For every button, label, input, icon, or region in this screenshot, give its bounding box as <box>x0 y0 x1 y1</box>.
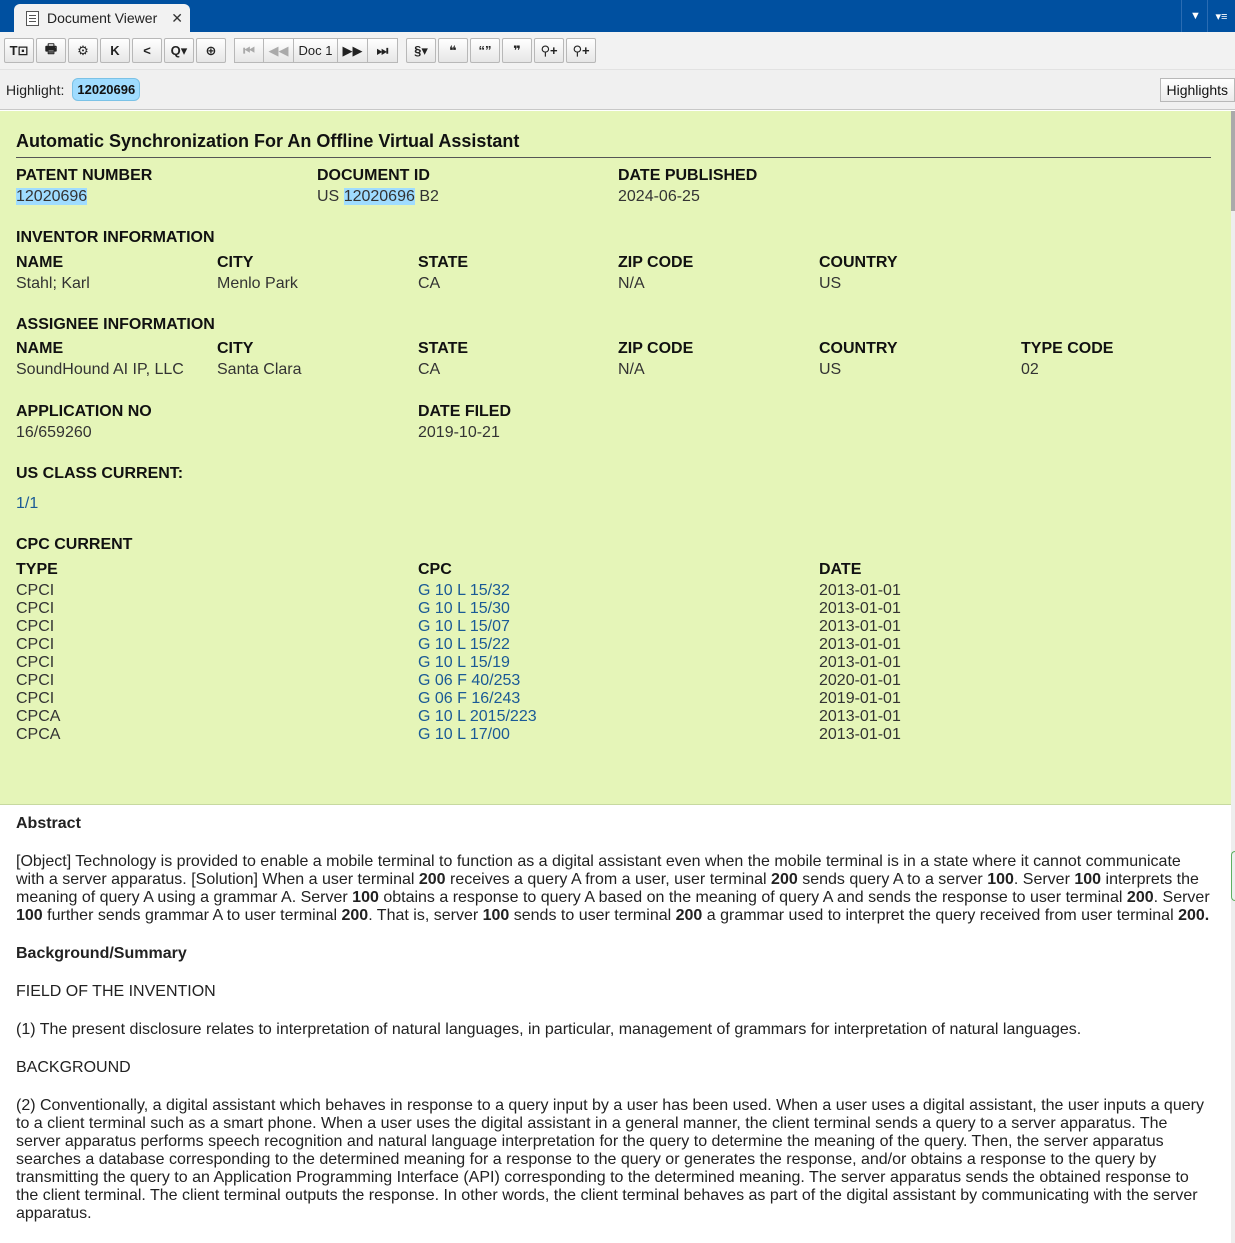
tab-bar <box>0 0 1235 32</box>
cpc-row-type: CPCI <box>16 600 55 617</box>
reference-numeral: 100 <box>482 907 510 924</box>
first-doc-icon[interactable]: ⏮ <box>234 38 264 63</box>
reference-numeral: 200 <box>1126 889 1154 906</box>
tab-document-viewer[interactable] <box>14 4 190 32</box>
cpc-row-code-link[interactable]: G 10 L 15/19 <box>418 654 510 671</box>
reference-numeral: 200. <box>1178 907 1210 924</box>
cpc-code-heading: CPC <box>418 561 452 578</box>
abstract-text <box>16 853 1211 925</box>
scrollbar[interactable] <box>1231 111 1235 1243</box>
reference-numeral: 200 <box>418 871 446 888</box>
assignee-zip-heading: ZIP CODE <box>618 340 694 357</box>
cpc-row-date: 2013-01-01 <box>819 600 901 617</box>
abstract-fragment: . Server <box>1013 871 1075 888</box>
reference-numeral: 200 <box>341 907 369 924</box>
abstract-fragment: sends query A to a server <box>797 871 988 888</box>
cpc-code-column <box>418 582 537 744</box>
abstract-fragment: further sends grammar A to user terminal <box>42 907 342 924</box>
section-dropdown-icon[interactable]: §▾ <box>406 38 436 63</box>
dropdown-icon[interactable]: ▼ <box>1181 0 1209 32</box>
abstract-fragment: interprets the meaning of query A using a grammar A. Server <box>16 871 1199 906</box>
reference-numeral: 100 <box>352 889 379 906</box>
doc-number-label: Doc 1 <box>294 38 338 63</box>
patent-number-highlight: 12020696 <box>16 188 88 205</box>
tab-title: Document Viewer <box>47 10 158 26</box>
reference-numeral: 200 <box>771 871 798 888</box>
toolbar <box>0 32 1235 70</box>
cpc-row-code-link[interactable]: G 10 L 15/32 <box>418 582 510 599</box>
abstract-fragment: . That is, server <box>368 907 483 924</box>
cpc-row-date: 2013-01-01 <box>819 726 901 743</box>
date-filed-value: 2019-10-21 <box>418 424 500 441</box>
open-quote-icon[interactable]: ❝ <box>438 38 468 63</box>
cpc-heading: CPC CURRENT <box>16 536 133 553</box>
cpc-row-code-link[interactable]: G 06 F 16/243 <box>418 690 521 707</box>
date-published-heading: DATE PUBLISHED <box>618 167 758 184</box>
cpc-row-date: 2020-01-01 <box>819 672 901 689</box>
cpc-type-column <box>16 582 60 744</box>
assignee-city-heading: CITY <box>217 340 254 357</box>
document-id-value <box>317 188 439 206</box>
reference-numeral: 200 <box>675 907 703 924</box>
patent-number-value <box>16 188 87 206</box>
doc-navigation <box>234 38 398 63</box>
assignee-zip: N/A <box>618 361 645 378</box>
cpc-row-type: CPCA <box>16 708 61 725</box>
assignee-city: Santa Clara <box>217 361 302 378</box>
assignee-type: 02 <box>1021 361 1039 378</box>
tag-plus-icon[interactable]: ⚲+ <box>566 38 596 63</box>
cpc-row-code-link[interactable]: G 10 L 15/22 <box>418 636 510 653</box>
search-dropdown-icon[interactable]: Q▾ <box>164 38 194 63</box>
assignee-name-heading: NAME <box>16 340 64 357</box>
reference-numeral: 100 <box>16 907 43 924</box>
kwic-icon[interactable]: K <box>100 38 130 63</box>
cpc-row-type: CPCI <box>16 618 55 635</box>
cpc-row-type: CPCI <box>16 690 55 707</box>
assignee-heading: ASSIGNEE INFORMATION <box>16 316 215 333</box>
inventor-name-heading: NAME <box>16 254 64 271</box>
inventor-name: Stahl; Karl <box>16 275 90 292</box>
document-id-heading: DOCUMENT ID <box>317 167 430 184</box>
next-doc-icon[interactable]: ▶▶ <box>338 38 368 63</box>
cpc-date-heading: DATE <box>819 561 862 578</box>
inventor-country: US <box>819 275 842 292</box>
text-view-icon[interactable]: T⊡ <box>4 38 34 63</box>
cpc-row-date: 2013-01-01 <box>819 582 901 599</box>
cpc-type-heading: TYPE <box>16 561 58 578</box>
side-panel-handle[interactable] <box>1231 851 1235 901</box>
highlights-button[interactable]: Highlights <box>1160 78 1235 102</box>
paragraph-2: (2) Conventionally, a digital assistant which behaves in response to a query input by a user has been used. When a user uses a digital assistant, the user inputs a query to a client terminal such as a smart phone. When a user uses the digital assistant in a general manner, the client terminal sends a query to a server apparatus. The server apparatus performs speech recognition and natural language interpretation for the query to determine the meaning of the query. Then, the server apparatus searches a database corresponding to the determined meaning for a response to the query or generates the response, and/or obtains a response to the query by transmitting the query to an Application Programming Interface (API) corresponding to the determined meaning. The server apparatus sends the obtained response to the client terminal. The client terminal outputs the response. In other words, the client terminal behaves as part of the digital assistant by communicating with the server apparatus. <box>16 1097 1204 1222</box>
document-id-prefix: US <box>317 188 340 205</box>
inventor-country-heading: COUNTRY <box>819 254 898 271</box>
print-icon[interactable]: 🖶 <box>36 38 66 63</box>
cpc-row-date: 2013-01-01 <box>819 636 901 653</box>
assignee-state: CA <box>418 361 441 378</box>
cpc-row-type: CPCI <box>16 654 55 671</box>
abstract-fragment: [Object] Technology is provided to enable a mobile terminal to function as a digital assistant even when the mobile terminal is in a state where it cannot communicate with a server apparatus. [Solution] When a user terminal <box>16 853 1181 888</box>
assignee-country: US <box>819 361 842 378</box>
inventor-zip: N/A <box>618 275 645 292</box>
reference-numeral: 100 <box>987 871 1014 888</box>
cpc-row-date: 2013-01-01 <box>819 708 901 725</box>
reference-numeral: 100 <box>1074 871 1102 888</box>
date-filed-heading: DATE FILED <box>418 403 512 420</box>
cpc-row-date: 2013-01-01 <box>819 618 901 635</box>
abstract-fragment: a grammar used to interpret the query received from user terminal <box>702 907 1179 924</box>
application-no-heading: APPLICATION NO <box>16 403 152 420</box>
close-quote-icon[interactable]: ❞ <box>502 38 532 63</box>
inventor-city: Menlo Park <box>217 275 298 292</box>
highlight-label: Highlight: <box>6 81 65 98</box>
date-published-value: 2024-06-25 <box>618 188 700 205</box>
abstract-fragment: obtains a response to query A based on the meaning of query A and sends the response to user terminal <box>378 889 1127 906</box>
close-icon[interactable]: ✕ <box>171 9 183 26</box>
us-class-link[interactable]: 1/1 <box>16 495 39 512</box>
us-class-heading: US CLASS CURRENT: <box>16 465 184 482</box>
prev-doc-icon[interactable]: ◀◀ <box>264 38 294 63</box>
inventor-zip-heading: ZIP CODE <box>618 254 694 271</box>
menu-list-icon[interactable]: ▾≡ <box>1207 0 1235 32</box>
field-heading: FIELD OF THE INVENTION <box>16 983 216 1000</box>
abstract-fragment: . Server <box>1153 889 1210 906</box>
inventor-heading: INVENTOR INFORMATION <box>16 229 215 246</box>
document-title: Automatic Synchronization For An Offline Virtual Assistant <box>16 131 520 151</box>
title-divider <box>16 157 1211 158</box>
abstract-fragment: receives a query A from a user, user terminal <box>445 871 772 888</box>
add-tag-icon[interactable]: ⚲+ <box>534 38 564 63</box>
cpc-row-type: CPCI <box>16 672 55 689</box>
document-id-suffix: B2 <box>419 188 439 205</box>
cpc-date-column <box>819 582 901 744</box>
cpc-row-date: 2013-01-01 <box>819 654 901 671</box>
abstract-fragment: sends to user terminal <box>509 907 676 924</box>
assignee-name: SoundHound AI IP, LLC <box>16 361 184 378</box>
cpc-row-code-link[interactable]: G 06 F 40/253 <box>418 672 521 689</box>
paragraph-1: (1) The present disclosure relates to interpretation of natural languages, in particular, management of grammars for interpretation of natural languages. <box>16 1021 1082 1038</box>
cpc-row-type: CPCI <box>16 582 55 599</box>
document-metadata <box>0 111 1231 805</box>
patent-number-heading: PATENT NUMBER <box>16 167 153 184</box>
last-doc-icon[interactable]: ⏭ <box>368 38 398 63</box>
inventor-city-heading: CITY <box>217 254 254 271</box>
inventor-state-heading: STATE <box>418 254 469 271</box>
cpc-row-code-link[interactable]: G 10 L 15/30 <box>418 600 510 617</box>
background-heading: BACKGROUND <box>16 1059 131 1076</box>
cpc-row-date: 2019-01-01 <box>819 690 901 707</box>
abstract-heading: Abstract <box>16 815 81 832</box>
cpc-row-code-link[interactable]: G 10 L 15/07 <box>418 618 510 635</box>
gear-icon[interactable]: ⚙ <box>68 38 98 63</box>
assignee-country-heading: COUNTRY <box>819 340 898 357</box>
scrollbar-thumb[interactable] <box>1231 111 1235 211</box>
inventor-state: CA <box>418 275 441 292</box>
document-icon <box>26 11 39 26</box>
cpc-row-type: CPCI <box>16 636 55 653</box>
document-body <box>16 815 1211 1243</box>
application-no-value: 16/659260 <box>16 424 92 441</box>
highlight-term-chip[interactable]: 12020696 <box>72 78 140 101</box>
quotes-icon[interactable]: “” <box>470 38 500 63</box>
document-id-number: 12020696 <box>343 188 415 205</box>
cpc-row-code-link[interactable]: G 10 L 17/00 <box>418 726 510 743</box>
highlight-bar <box>0 70 1235 110</box>
zoom-in-icon[interactable]: ⊕ <box>196 38 226 63</box>
cpc-row-type: CPCA <box>16 726 61 743</box>
assignee-state-heading: STATE <box>418 340 469 357</box>
assignee-type-heading: TYPE CODE <box>1021 340 1114 357</box>
share-icon[interactable]: < <box>132 38 162 63</box>
cpc-row-code-link[interactable]: G 10 L 2015/223 <box>418 708 537 725</box>
background-summary-heading: Background/Summary <box>16 945 187 962</box>
